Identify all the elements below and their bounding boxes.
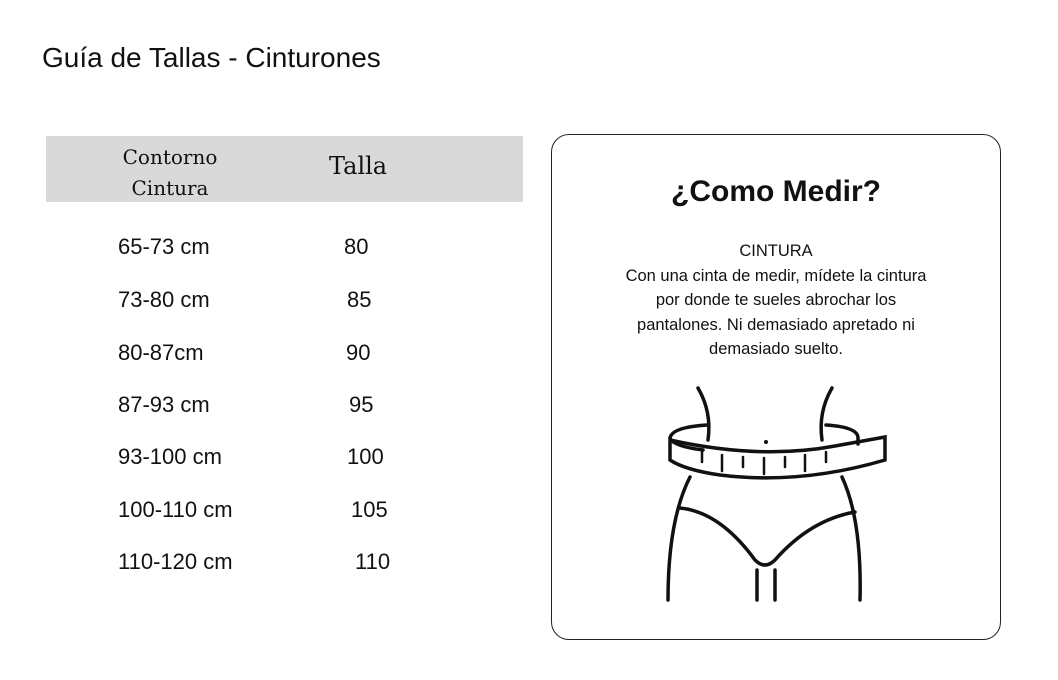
table-row-contorno: 93-100 cm [118, 444, 222, 469]
table-row-talla: 90 [346, 340, 371, 365]
table-row-talla: 85 [347, 287, 372, 312]
instructions-text: Con una cinta de medir, mídete la cintura por donde te sueles abrochar los pantalones. Ni demasiado apretado ni demasiado suelto. [625, 266, 927, 358]
table-row-talla: 105 [351, 497, 388, 522]
table-row-contorno: 110-120 cm [118, 549, 233, 574]
table-row-contorno: 87-93 cm [118, 392, 210, 417]
header-talla: Talla [329, 152, 388, 180]
table-row-contorno: 100-110 cm [118, 497, 233, 522]
section-label: CINTURA [739, 242, 813, 260]
header-contorno: Contorno Cintura [122, 145, 218, 200]
table-row-talla: 95 [349, 392, 374, 417]
page-title: Guía de Tallas - Cinturones [42, 42, 381, 73]
table-row-contorno: 65-73 cm [118, 234, 210, 259]
table-row-talla: 80 [344, 234, 369, 259]
table-row-contorno: 73-80 cm [118, 287, 210, 312]
table-row-talla: 110 [355, 549, 391, 574]
how-to-measure-title: ¿Como Medir? [671, 175, 881, 208]
table-row-talla: 100 [347, 444, 384, 469]
table-row-contorno: 80-87cm [118, 340, 204, 365]
